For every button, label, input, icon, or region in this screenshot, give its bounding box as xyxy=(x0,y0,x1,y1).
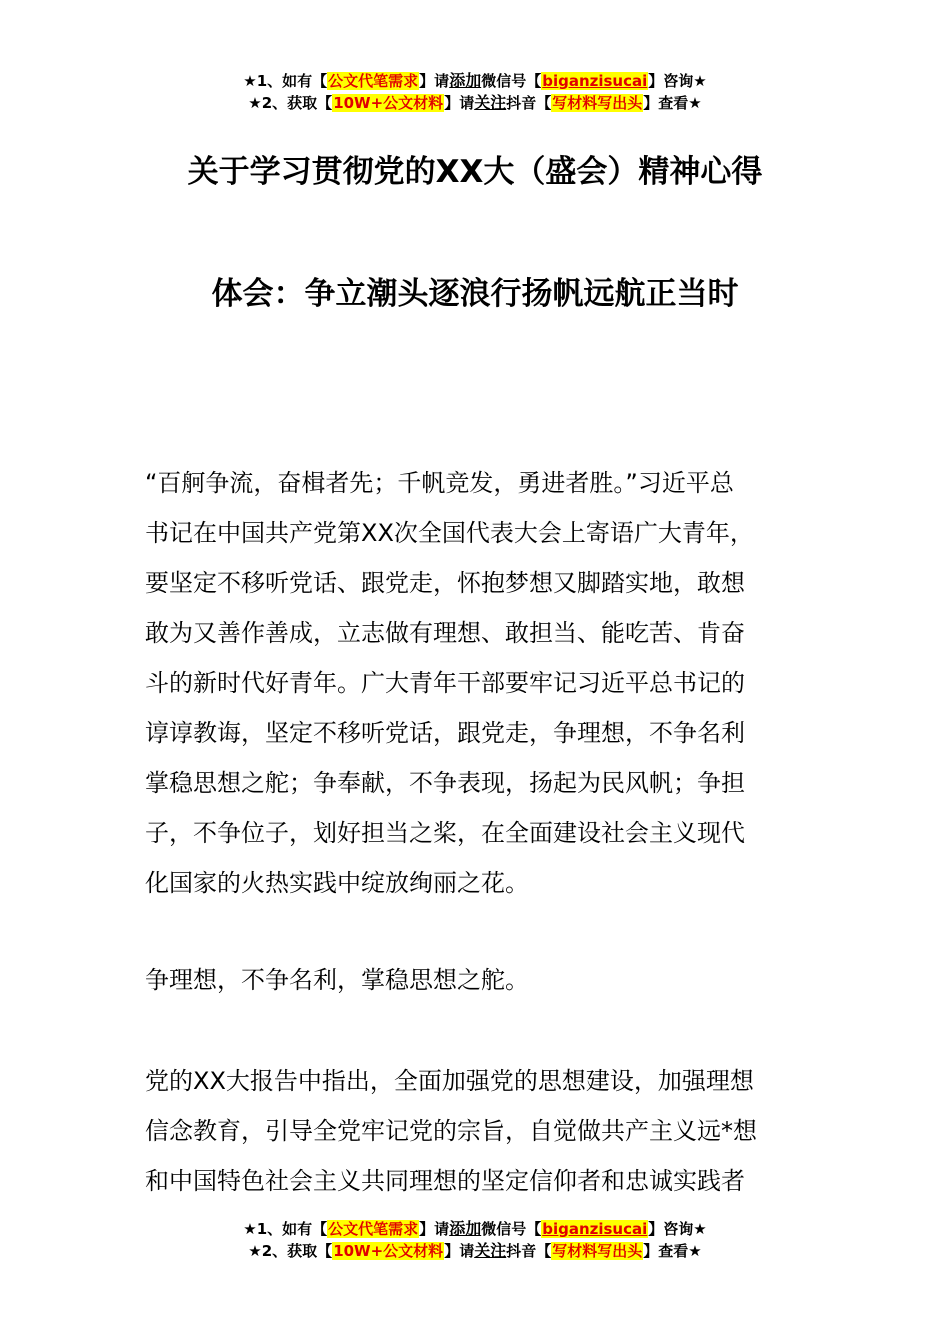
text-line: 斗的新时代好青年。广大青年干部要牢记习近平总书记的 xyxy=(145,669,745,697)
promo-emphasis: 关注 xyxy=(474,93,507,112)
promo-text: 】请 xyxy=(444,1242,475,1260)
promo-text: 】请 xyxy=(419,1220,450,1238)
text-line: “百舸争流，奋楫者先；千帆竞发，勇进者胜。”习近平总 xyxy=(145,469,734,497)
text-line: 争理想，不争名利，掌稳思想之舵。 xyxy=(145,966,529,994)
promo-text: ★2、获取【 xyxy=(248,94,333,112)
promo-line-1 xyxy=(0,1218,950,1240)
promo-highlight-service: 公文代笔需求 xyxy=(328,72,419,90)
text-line: 敢为又善作善成，立志做有理想、敢担当、能吃苦、肯奋 xyxy=(145,619,745,647)
text-line: 子，不争位子，划好担当之桨，在全面建设社会主义现代 xyxy=(145,819,745,847)
text-line: 信念教育，引导全党牢记党的宗旨，自觉做共产主义远*想 xyxy=(145,1117,757,1145)
promo-text: 抖音【 xyxy=(506,1242,552,1260)
promo-line-2 xyxy=(0,1240,950,1262)
promo-text: 】查看★ xyxy=(643,1242,702,1260)
promo-text: ★1、如有【 xyxy=(243,72,328,90)
promo-text: 微信号【 xyxy=(481,1220,542,1238)
text-line: 党的XX大报告中指出，全面加强党的思想建设，加强理想 xyxy=(145,1067,754,1095)
promo-wechat-id[interactable]: biganzisucai xyxy=(542,1220,648,1238)
promo-line-2 xyxy=(0,92,950,114)
promo-text: 抖音【 xyxy=(506,94,552,112)
promo-text: 微信号【 xyxy=(481,72,542,90)
promo-text: 】咨询★ xyxy=(648,72,707,90)
promo-text: 】咨询★ xyxy=(648,1220,707,1238)
header-promo-banner xyxy=(0,70,950,114)
promo-text: 】查看★ xyxy=(643,94,702,112)
promo-douyin-account[interactable]: 写材料写出头 xyxy=(552,94,643,112)
promo-highlight-service: 公文代笔需求 xyxy=(328,1220,419,1238)
text-line: 掌稳思想之舵；争奉献，不争表现，扬起为民风帆；争担 xyxy=(145,769,745,797)
text-line: 谆谆教诲，坚定不移听党话，跟党走，争理想，不争名利 xyxy=(145,719,745,747)
body-paragraph-3 xyxy=(145,1056,807,1206)
promo-emphasis: 添加 xyxy=(449,71,482,90)
footer-promo-banner xyxy=(0,1218,950,1262)
text-line: 化国家的火热实践中绽放绚丽之花。 xyxy=(145,869,529,897)
document-title-line-1: 关于学习贯彻党的XX大（盛会）精神心得 xyxy=(187,154,763,190)
promo-highlight-materials: 10W+公文材料 xyxy=(333,1242,444,1260)
body-paragraph-1 xyxy=(145,458,807,908)
body-paragraph-2 xyxy=(145,955,807,1005)
promo-douyin-account[interactable]: 写材料写出头 xyxy=(552,1242,643,1260)
promo-emphasis: 添加 xyxy=(449,1219,482,1238)
promo-wechat-id[interactable]: biganzisucai xyxy=(542,72,648,90)
promo-highlight-materials: 10W+公文材料 xyxy=(333,94,444,112)
text-line: 书记在中国共产党第XX次全国代表大会上寄语广大青年， xyxy=(145,519,754,547)
text-line: 要坚定不移听党话、跟党走，怀抱梦想又脚踏实地，敢想 xyxy=(145,569,745,597)
promo-text: 】请 xyxy=(444,94,475,112)
text-line: 和中国特色社会主义共同理想的坚定信仰者和忠诚实践者 xyxy=(145,1167,745,1195)
promo-text: 】请 xyxy=(419,72,450,90)
document-title-line-2: 体会：争立潮头逐浪行扬帆远航正当时 xyxy=(211,276,739,312)
promo-text: ★2、获取【 xyxy=(248,1242,333,1260)
promo-emphasis: 关注 xyxy=(474,1241,507,1260)
promo-text: ★1、如有【 xyxy=(243,1220,328,1238)
promo-line-1 xyxy=(0,70,950,92)
